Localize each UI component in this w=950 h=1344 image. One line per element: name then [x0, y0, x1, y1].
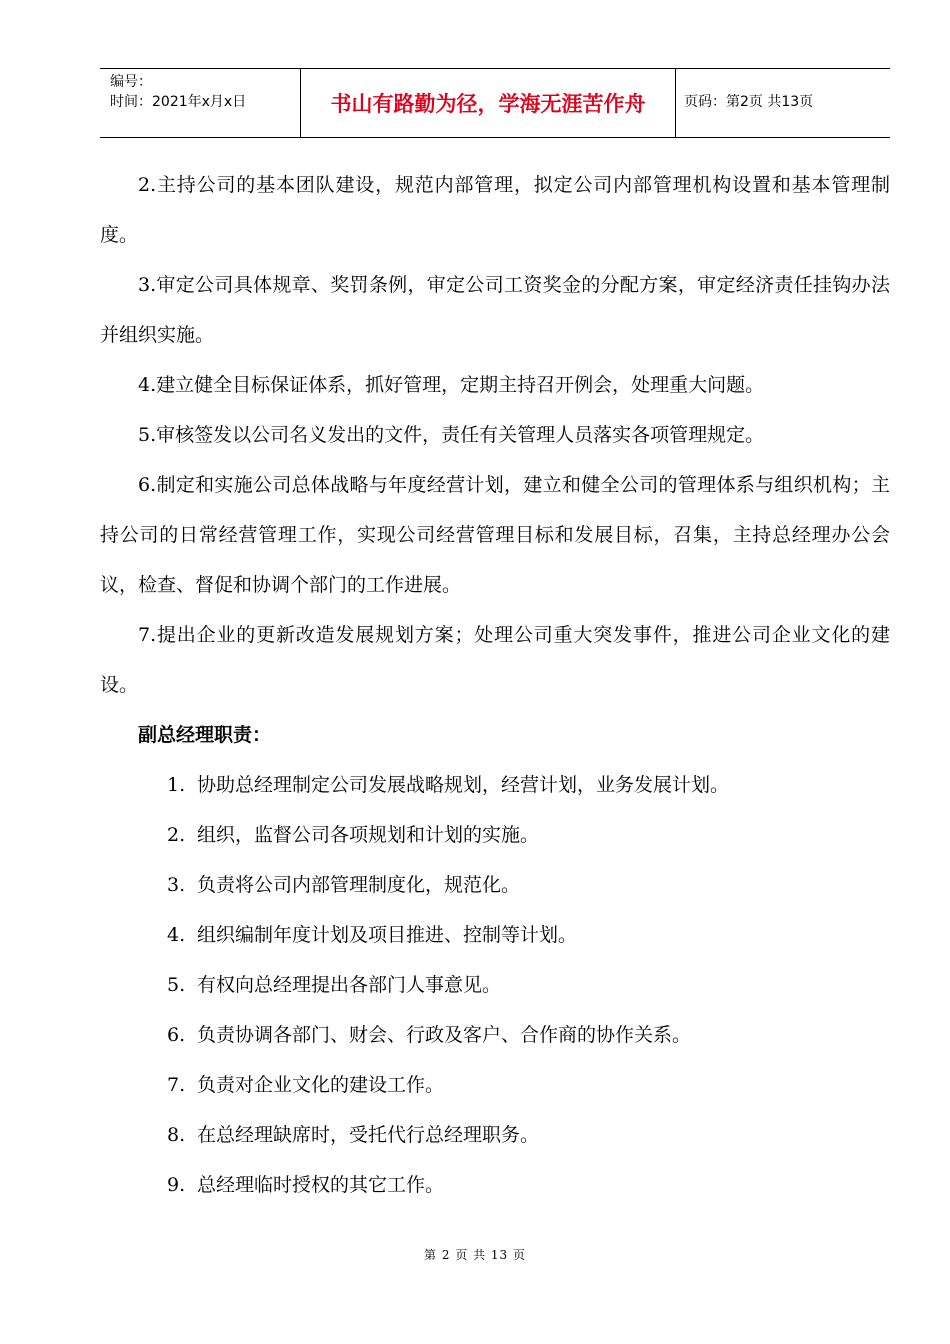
list-item-number: 4. — [167, 924, 186, 946]
paragraph: 7.提出企业的更新改造发展规划方案；处理公司重大突发事件，推进公司企业文化的建设。 — [100, 624, 890, 696]
list-item-number: 5. — [167, 974, 186, 996]
list-item-text: 组织编制年度计划及项目推进、控制等计划。 — [197, 924, 578, 946]
list-item-text: 负责将公司内部管理制度化，规范化。 — [197, 874, 521, 896]
list-item-text: 负责协调各部门、财会、行政及客户、合作商的协作关系。 — [197, 1024, 692, 1046]
document-time-label: 时间：2021年x月x日 — [110, 94, 247, 110]
list-item-text: 组织，监督公司各项规划和计划的实施。 — [197, 824, 540, 846]
paragraph: 2.主持公司的基本团队建设，规范内部管理，拟定公司内部管理机构设置和基本管理制度。 — [100, 174, 890, 246]
list-item-number: 2. — [167, 824, 186, 846]
list-item-number: 7. — [167, 1074, 186, 1096]
header-motto: 书山有路勤为径，学海无涯苦作舟 — [330, 92, 646, 116]
header-page-number: 页码：第2页 共13页 — [684, 94, 814, 110]
list-item-text: 协助总经理制定公司发展战略规划，经营计划，业务发展计划。 — [197, 774, 730, 796]
list-item — [100, 960, 890, 1010]
document-body — [100, 160, 890, 1210]
document-number-label: 编号： — [110, 74, 152, 90]
header-page-cell — [676, 69, 890, 137]
list-item — [100, 810, 890, 860]
list-item-number: 1. — [167, 774, 186, 796]
list-item-number: 9. — [167, 1174, 186, 1196]
list-item-number: 3. — [167, 874, 186, 896]
list-item-text: 负责对企业文化的建设工作。 — [197, 1074, 445, 1096]
list-item — [100, 1010, 890, 1060]
paragraph: 3.审定公司具体规章、奖罚条例，审定公司工资奖金的分配方案，审定经济责任挂钩办法并组织实施。 — [100, 274, 890, 346]
header-meta-cell — [100, 69, 301, 137]
list-item — [100, 760, 890, 810]
list-item-text: 有权向总经理提出各部门人事意见。 — [197, 974, 502, 996]
list-item — [100, 910, 890, 960]
list-item — [100, 1060, 890, 1110]
list-item — [100, 1110, 890, 1160]
list-item-number: 6. — [167, 1024, 186, 1046]
page-footer: 第 2 页 共 13 页 — [424, 1248, 526, 1262]
header-motto-cell — [301, 69, 676, 137]
list-item-text: 总经理临时授权的其它工作。 — [197, 1174, 445, 1196]
document-header — [100, 68, 890, 138]
paragraph: 4.建立健全目标保证体系，抓好管理，定期主持召开例会，处理重大问题。 — [138, 374, 765, 396]
list-item-text: 在总经理缺席时，受托代行总经理职务。 — [197, 1124, 540, 1146]
section-title: 副总经理职责： — [138, 724, 272, 746]
list-item — [100, 860, 890, 910]
list-item-number: 8. — [167, 1124, 186, 1146]
paragraph: 6.制定和实施公司总体战略与年度经营计划，建立和健全公司的管理体系与组织机构；主持公司的日常经营管理工作，实现公司经营管理目标和发展目标，召集，主持总经理办公会议，检查、督促和协调个部门的工作进展。 — [100, 474, 890, 596]
list-item — [100, 1160, 890, 1210]
paragraph: 5.审核签发以公司名义发出的文件，责任有关管理人员落实各项管理规定。 — [138, 424, 765, 446]
